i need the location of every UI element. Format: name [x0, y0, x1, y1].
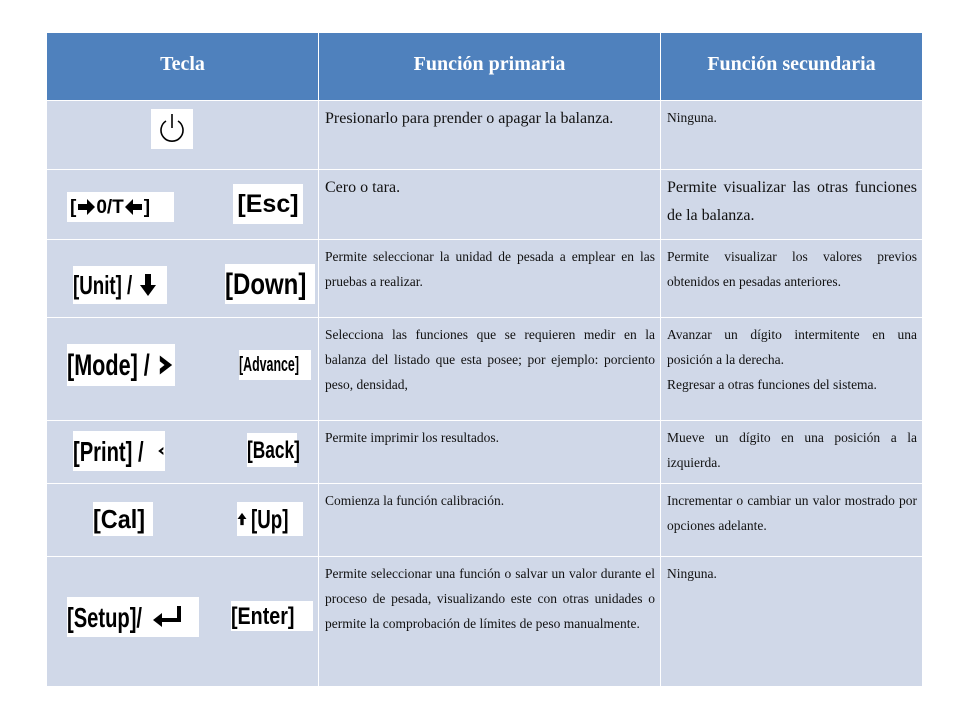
cal-label: [Cal] — [93, 503, 146, 534]
secondary-cell: Mueve un dígito en una posición a la izquierda. — [661, 421, 923, 484]
esc-key — [233, 184, 303, 224]
arrow-left-icon — [157, 439, 165, 463]
primary-cell: Permite seleccionar la unidad de pesada a emplear en las pruebas a realizar. — [319, 240, 661, 318]
esc-label: [Esc] — [237, 189, 299, 218]
table-row — [47, 557, 923, 687]
back-key — [247, 433, 300, 467]
setup-label: [Setup]/ — [67, 601, 143, 633]
up-label: [Up] — [251, 503, 289, 534]
key-cell-power — [47, 101, 319, 170]
table-row — [47, 484, 923, 557]
arrow-down-icon — [139, 273, 157, 297]
setup-key — [67, 597, 199, 637]
advance-key — [239, 350, 311, 380]
enter-key — [231, 601, 313, 631]
table-row — [47, 170, 923, 240]
unit-label: [Unit] / — [73, 269, 133, 300]
arrow-left-icon — [124, 198, 144, 216]
up-key — [237, 502, 303, 536]
secondary-cell: Ninguna. — [661, 101, 923, 170]
primary-cell: Comienza la función calibración. — [319, 484, 661, 557]
arrow-right-icon — [156, 353, 175, 377]
mode-label: [Mode] / — [67, 348, 150, 382]
enter-icon — [149, 604, 185, 630]
advance-label: [Advance] — [239, 353, 299, 376]
table-row — [47, 101, 923, 170]
arrow-up-icon — [237, 507, 247, 531]
down-key — [225, 264, 315, 304]
secondary-text-1: Avanzar un dígito intermitente en una posición a la derecha. — [667, 327, 917, 367]
key-cell-unit — [47, 240, 319, 318]
print-label: [Print] / — [73, 435, 144, 467]
secondary-cell: Ninguna. — [661, 557, 923, 687]
zero-tare-label: 0/T — [96, 196, 124, 218]
arrow-right-icon — [76, 198, 96, 216]
table-row — [47, 240, 923, 318]
secondary-cell — [661, 318, 923, 421]
zero-tare-key: [ 0/T ] — [67, 192, 174, 222]
secondary-cell: Permite visualizar los valores previos obtenidos en pesadas anteriores. — [661, 240, 923, 318]
enter-label: [Enter] — [231, 602, 295, 630]
header-funcion-secundaria: Función secundaria — [661, 33, 923, 101]
key-cell-zero-tare — [47, 170, 319, 240]
header-row — [47, 33, 923, 101]
header-tecla: Tecla — [47, 33, 319, 101]
primary-cell: Selecciona las funciones que se requieren medir en la balanza del listado que esta posee; por ejemplo: porciento peso, densidad, — [319, 318, 661, 421]
primary-cell: Presionarlo para prender o apagar la balanza. — [319, 101, 661, 170]
mode-key — [67, 344, 175, 386]
key-cell-setup — [47, 557, 319, 687]
table-row — [47, 421, 923, 484]
secondary-cell: Permite visualizar las otras funciones de la balanza. — [661, 170, 923, 240]
power-key — [151, 109, 193, 149]
keys-table — [46, 32, 923, 687]
power-icon — [157, 112, 187, 146]
primary-cell: Cero o tara. — [319, 170, 661, 240]
down-label: [Down] — [225, 267, 307, 301]
cal-key — [93, 502, 153, 536]
secondary-text-2: Regresar a otras funciones del sistema. — [667, 377, 877, 392]
table-row — [47, 318, 923, 421]
secondary-cell: Incrementar o cambiar un valor mostrado por opciones adelante. — [661, 484, 923, 557]
primary-cell: Permite seleccionar una función o salvar un valor durante el proceso de pesada, visualizando este con otras unidades o permite la comprobación de límites de peso manualmente. — [319, 557, 661, 687]
back-label: [Back] — [247, 436, 300, 464]
key-cell-print — [47, 421, 319, 484]
key-cell-cal — [47, 484, 319, 557]
print-key — [73, 431, 165, 471]
unit-key — [73, 266, 167, 304]
header-funcion-primaria: Función primaria — [319, 33, 661, 101]
primary-cell: Permite imprimir los resultados. — [319, 421, 661, 484]
key-cell-mode — [47, 318, 319, 421]
